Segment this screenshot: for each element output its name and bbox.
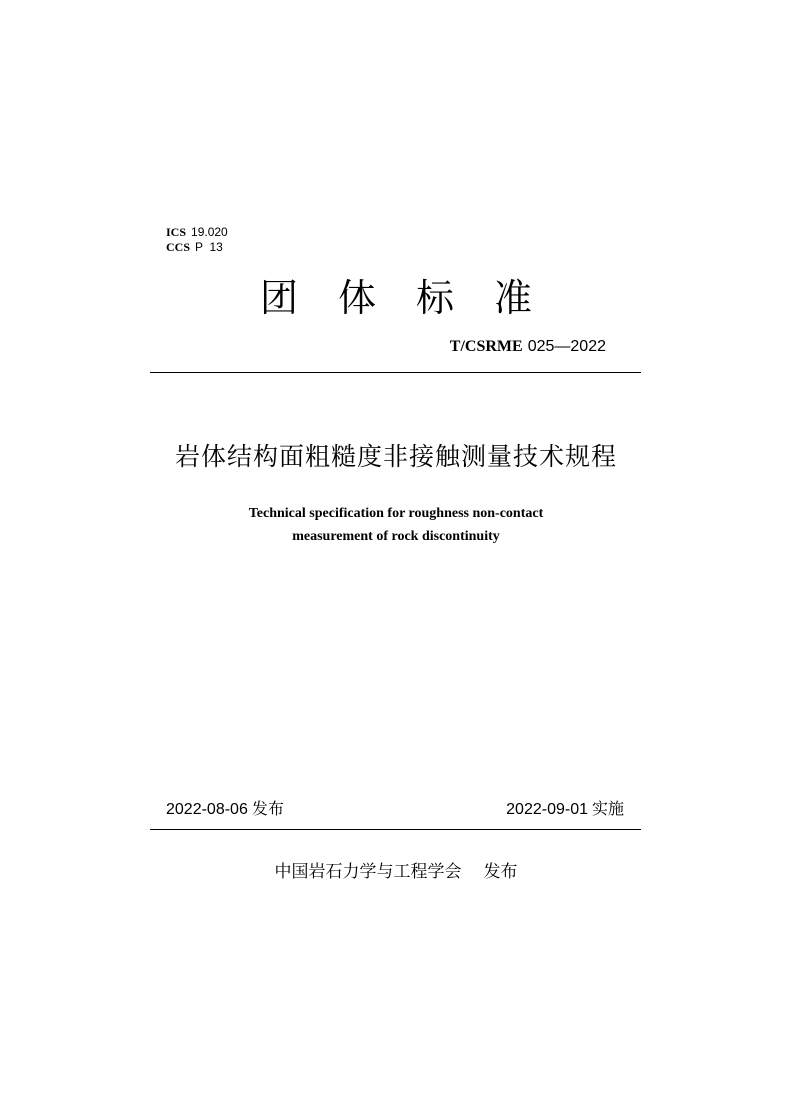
issue-date-label: 发布 — [251, 799, 284, 818]
implementation-date-label: 实施 — [591, 799, 624, 818]
ics-code — [166, 225, 228, 239]
standard-number-value: 025—2022 — [527, 338, 606, 355]
ics-label: ICS — [166, 225, 187, 239]
standard-number — [450, 337, 606, 357]
ics-value: 19.020 — [191, 225, 228, 239]
implementation-date-value: 2022-09-01 — [506, 801, 588, 818]
ccs-code — [166, 240, 223, 254]
publisher — [0, 860, 792, 884]
issue-date — [166, 798, 284, 821]
english-title-line-1: Technical specification for roughness non-contact — [248, 506, 544, 521]
chinese-title: 岩体结构面粗糙度非接触测量技术规程 — [174, 442, 617, 471]
ccs-label: CCS — [166, 240, 191, 254]
publisher-action: 发布 — [483, 862, 518, 882]
top-divider — [150, 372, 641, 373]
ccs-value: P 13 — [195, 240, 223, 254]
standard-prefix: T/CSRME — [449, 338, 523, 355]
english-title-line-2: measurement of rock discontinuity — [292, 529, 500, 544]
bottom-divider — [150, 829, 641, 830]
document-type-heading: 团体标准 — [259, 276, 572, 320]
publisher-name: 中国岩石力学与工程学会 — [274, 862, 462, 882]
implementation-date — [506, 798, 624, 821]
issue-date-value: 2022-08-06 — [166, 801, 248, 818]
